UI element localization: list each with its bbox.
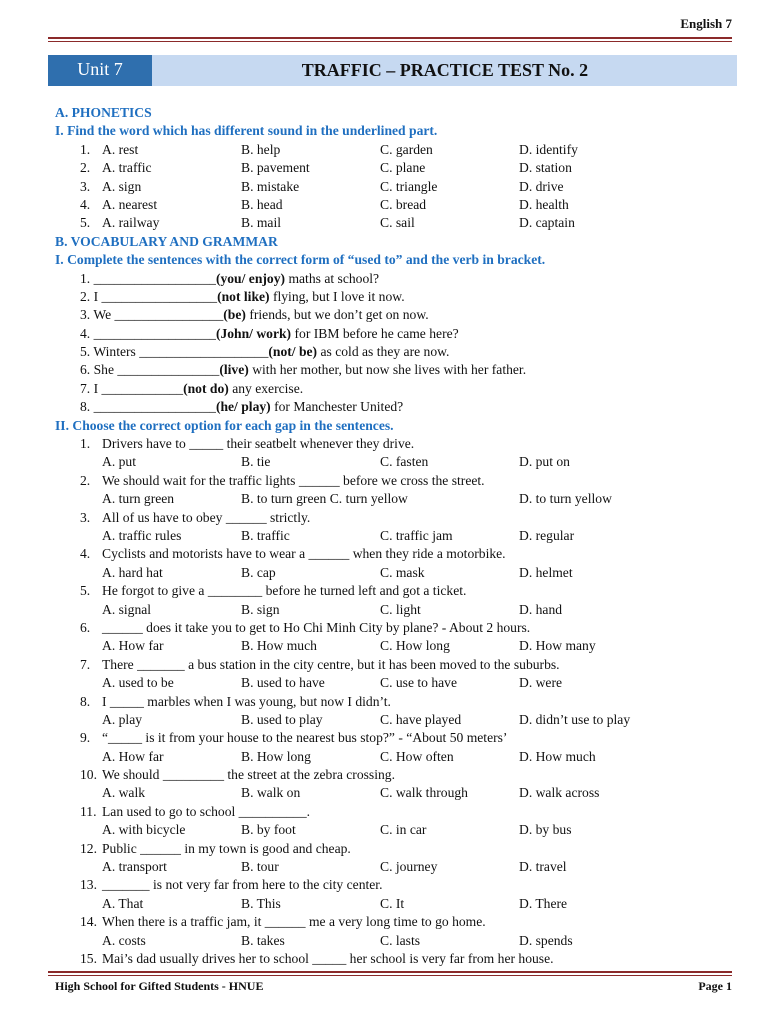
sentence-text <box>80 398 403 416</box>
question-text: There _______ a bus station in the city centre, but it has been moved to the suburbs. <box>102 656 560 672</box>
option-c: C. lasts <box>380 932 421 948</box>
option-b: B. This <box>241 895 281 911</box>
option-b: B. used to play <box>241 711 323 727</box>
option-a: A. That <box>102 895 144 911</box>
footer-page-number: Page 1 <box>698 979 732 993</box>
phonetics-item <box>55 178 745 196</box>
option-d: D. were <box>519 675 563 691</box>
option-b: B. pavement <box>241 160 310 176</box>
options-row <box>55 858 745 876</box>
question-text: _______ is not very far from here to the city center. <box>102 877 383 893</box>
option-d: D. put on <box>519 454 570 470</box>
sentence-suffix: flying, but I love it now. <box>269 288 405 304</box>
options-row <box>55 674 745 692</box>
option-d: D. walk across <box>519 785 600 801</box>
question-number: 3. <box>80 509 91 525</box>
option-b: B. used to have <box>241 675 325 691</box>
verb-hint: (not/ be) <box>268 344 318 360</box>
sentence-prefix: 4. __________________ <box>80 325 216 341</box>
question-row <box>55 693 745 711</box>
option-a: A. signal <box>102 601 152 617</box>
question-text: He forgot to give a ________ before he turned left and got a ticket. <box>102 583 467 599</box>
question-number: 9. <box>80 730 91 746</box>
fill-in-sentence <box>55 380 745 398</box>
option-d: D. How many <box>519 638 596 654</box>
question-text: ______ does it take you to get to Ho Chi Minh City by plane? - About 2 hours. <box>102 619 531 635</box>
question-text: Cyclists and motorists have to wear a ______ when they ride a motorbike. <box>102 546 506 562</box>
option-c: C. fasten <box>380 454 429 470</box>
option-c: C. traffic jam <box>380 527 453 543</box>
footer-rule <box>48 971 732 976</box>
section-b-heading: B. VOCABULARY AND GRAMMAR <box>55 233 278 249</box>
header-rule <box>48 37 732 42</box>
sentence-suffix: as cold as they are now. <box>317 344 450 360</box>
page-header-subject: English 7 <box>680 16 732 31</box>
option-d: D. There <box>519 895 568 911</box>
sentence-text <box>80 288 405 306</box>
question-row <box>55 729 745 747</box>
option-d: D. helmet <box>519 564 573 580</box>
question-number: 14. <box>80 914 97 930</box>
sentence-prefix: 8. __________________ <box>80 399 216 415</box>
phonetics-item <box>55 141 745 159</box>
item-number: 5. <box>80 215 91 231</box>
option-c: C. sail <box>380 215 415 231</box>
question-row <box>55 876 745 894</box>
option-d: D. regular <box>519 527 575 543</box>
question-row <box>55 766 745 784</box>
option-a: A. rest <box>102 141 139 157</box>
section-b-task-1: I. Complete the sentences with the correct form of “used to” and the verb in bracket. <box>55 252 546 268</box>
sentence-text <box>80 343 449 361</box>
option-d: D. station <box>519 160 572 176</box>
option-b: B. by foot <box>241 822 296 838</box>
question-row <box>55 509 745 527</box>
option-b: B. mistake <box>241 178 300 194</box>
question-text: I _____ marbles when I was young, but now I didn’t. <box>102 693 391 709</box>
sentence-prefix: 1. __________________ <box>80 270 216 286</box>
worksheet-content <box>55 104 745 968</box>
option-c: C. in car <box>380 822 427 838</box>
options-row <box>55 711 745 729</box>
question-row <box>55 803 745 821</box>
option-a: A. traffic rules <box>102 527 182 543</box>
question-number: 7. <box>80 656 91 672</box>
verb-hint: (John/ work) <box>215 325 292 341</box>
option-a: A. play <box>102 711 143 727</box>
option-c: C. How long <box>380 638 450 654</box>
option-a: A. walk <box>102 785 146 801</box>
verb-hint: (you/ enjoy) <box>215 270 286 286</box>
option-d: D. drive <box>519 178 564 194</box>
sentence-text <box>80 380 303 398</box>
question-row <box>55 840 745 858</box>
question-text: When there is a traffic jam, it ______ me a very long time to go home. <box>102 914 486 930</box>
option-c: C. use to have <box>380 675 458 691</box>
option-a: A. sign <box>102 178 142 194</box>
option-a: A. railway <box>102 215 160 231</box>
section-a-heading: A. PHONETICS <box>55 105 152 120</box>
verb-hint: (live) <box>219 362 249 378</box>
option-c: C. bread <box>380 196 427 212</box>
verb-hint: (he/ play) <box>215 399 271 415</box>
fill-in-sentence <box>55 325 745 343</box>
sentence-prefix: 7. I ____________ <box>80 380 184 396</box>
question-text: We should _________ the street at the zebra crossing. <box>102 767 395 783</box>
option-a: A. traffic <box>102 160 152 176</box>
fill-in-sentence <box>55 361 745 379</box>
options-row <box>55 821 745 839</box>
question-text: Mai’s dad usually drives her to school _____ her school is very far from her house. <box>102 950 554 966</box>
section-a-task-1: I. Find the word which has different sound in the underlined part. <box>55 123 438 139</box>
option-d: D. hand <box>519 601 563 617</box>
question-text: Lan used to go to school __________. <box>102 803 311 819</box>
option-b: B. traffic <box>241 527 290 543</box>
option-d: D. spends <box>519 932 573 948</box>
option-b: B. takes <box>241 932 285 948</box>
option-a: A. used to be <box>102 675 174 691</box>
option-c: C. triangle <box>380 178 438 194</box>
question-text: Drivers have to _____ their seatbelt whenever they drive. <box>102 436 415 452</box>
verb-hint: (not like) <box>217 288 270 304</box>
option-b: B. walk on <box>241 785 301 801</box>
question-row <box>55 582 745 600</box>
options-row <box>55 453 745 471</box>
item-number: 1. <box>80 141 91 157</box>
sentence-suffix: any exercise. <box>228 380 304 396</box>
unit-badge: Unit 7 <box>48 55 152 86</box>
option-d: D. health <box>519 196 569 212</box>
question-number: 12. <box>80 840 97 856</box>
sentence-text <box>80 361 526 379</box>
question-number: 4. <box>80 546 91 562</box>
item-number: 3. <box>80 178 91 194</box>
question-row <box>55 435 745 453</box>
question-number: 10. <box>80 767 97 783</box>
question-row <box>55 950 745 968</box>
sentence-prefix: 6. She _______________ <box>80 362 220 378</box>
sentence-text <box>80 306 429 324</box>
option-b: B. tour <box>241 859 279 875</box>
sentence-suffix: for IBM before he came here? <box>291 325 459 341</box>
option-c: C. walk through <box>380 785 468 801</box>
fill-in-sentence <box>55 270 745 288</box>
sentence-text <box>80 325 459 343</box>
question-number: 1. <box>80 436 91 452</box>
option-b: B. tie <box>241 454 271 470</box>
question-number: 5. <box>80 583 91 599</box>
footer-school: High School for Gifted Students - HNUE <box>55 979 264 993</box>
options-row <box>55 932 745 950</box>
phonetics-item <box>55 159 745 177</box>
question-number: 6. <box>80 619 91 635</box>
sentence-suffix: friends, but we don’t get on now. <box>245 307 429 323</box>
question-text: All of us have to obey ______ strictly. <box>102 509 311 525</box>
option-a: A. put <box>102 454 136 470</box>
verb-hint: (be) <box>223 307 246 323</box>
option-a: A. How far <box>102 638 164 654</box>
option-a: A. costs <box>102 932 146 948</box>
question-row <box>55 619 745 637</box>
option-b: B. head <box>241 196 283 212</box>
options-row <box>55 784 745 802</box>
option-a: A. How far <box>102 748 164 764</box>
options-row <box>55 527 745 545</box>
option-d: D. didn’t use to play <box>519 711 631 727</box>
question-text: We should wait for the traffic lights ______ before we cross the street. <box>102 472 485 488</box>
option-c: C. It <box>380 895 405 911</box>
question-row <box>55 656 745 674</box>
option-c: C. plane <box>380 160 426 176</box>
option-c: C. garden <box>380 141 433 157</box>
phonetics-item <box>55 214 745 232</box>
option-d: D. identify <box>519 141 578 157</box>
options-row <box>55 748 745 766</box>
option-d: D. to turn yellow <box>519 491 612 507</box>
option-c: C. light <box>380 601 421 617</box>
option-c: C. journey <box>380 859 438 875</box>
option-c: C. How often <box>380 748 454 764</box>
sentence-prefix: 5. Winters ___________________ <box>80 344 269 360</box>
sentence-suffix: with her mother, but now she lives with her father. <box>248 362 527 378</box>
option-b: B. cap <box>241 564 276 580</box>
options-row <box>55 637 745 655</box>
question-row <box>55 545 745 563</box>
sentence-prefix: 2. I _________________ <box>80 288 218 304</box>
option-c: C. mask <box>380 564 425 580</box>
item-number: 4. <box>80 196 91 212</box>
option-b: B. sign <box>241 601 280 617</box>
fill-in-sentence <box>55 306 745 324</box>
sentence-text <box>80 270 379 288</box>
options-row <box>55 490 745 508</box>
question-row <box>55 913 745 931</box>
option-d: D. captain <box>519 215 575 231</box>
option-b: B. mail <box>241 215 282 231</box>
item-number: 2. <box>80 160 91 176</box>
verb-hint: (not do) <box>183 380 229 396</box>
sentence-prefix: 3. We ________________ <box>80 307 224 323</box>
question-number: 8. <box>80 693 91 709</box>
question-text: Public ______ in my town is good and cheap. <box>102 840 351 856</box>
question-text: “_____ is it from your house to the nearest bus stop?” - “About 50 meters’ <box>102 730 508 746</box>
option-a: A. transport <box>102 859 167 875</box>
fill-in-sentence <box>55 343 745 361</box>
question-number: 11. <box>80 803 97 819</box>
options-row <box>55 601 745 619</box>
option-a: A. hard hat <box>102 564 163 580</box>
option-d: D. by bus <box>519 822 572 838</box>
options-row <box>55 564 745 582</box>
page-title: TRAFFIC – PRACTICE TEST No. 2 <box>301 60 589 80</box>
sentence-suffix: for Manchester United? <box>270 399 404 415</box>
option-b: B. help <box>241 141 281 157</box>
option-b: B. How long <box>241 748 311 764</box>
option-a: A. with bicycle <box>102 822 186 838</box>
section-b-task-2: II. Choose the correct option for each gap in the sentences. <box>55 417 394 433</box>
options-row <box>55 895 745 913</box>
option-a: A. turn green <box>102 491 175 507</box>
question-number: 13. <box>80 877 97 893</box>
option-b: B. How much <box>241 638 317 654</box>
option-d: D. How much <box>519 748 596 764</box>
option-b: B. to turn green C. turn yellow <box>241 491 408 507</box>
question-number: 2. <box>80 472 91 488</box>
phonetics-item <box>55 196 745 214</box>
fill-in-sentence <box>55 288 745 306</box>
option-d: D. travel <box>519 859 567 875</box>
sentence-suffix: maths at school? <box>285 270 380 286</box>
fill-in-sentence <box>55 398 745 416</box>
option-a: A. nearest <box>102 196 158 212</box>
question-row <box>55 472 745 490</box>
question-number: 15. <box>80 950 97 966</box>
option-c: C. have played <box>380 711 462 727</box>
